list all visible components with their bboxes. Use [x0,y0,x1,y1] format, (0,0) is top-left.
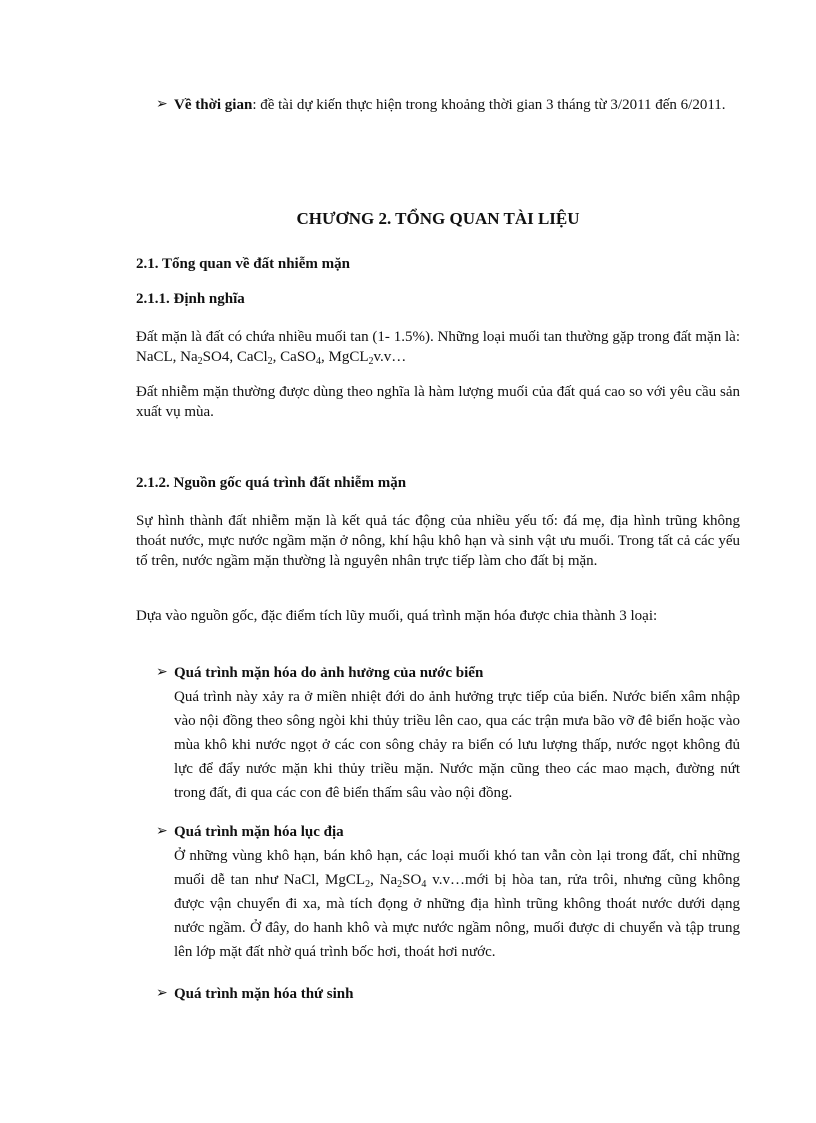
definition-paragraph-2: Đất nhiễm mặn thường được dùng theo nghĩa là hàm lượng muối của đất quá cao so với yêu cầu sản xuất vụ mùa. [136,384,740,420]
time-label: Về thời gian [174,97,253,113]
list-item [156,820,740,964]
bullet-text: Ở những vùng khô hạn, bán khô hạn, các loại muối khó tan vẫn còn lại trong đất, chỉ những muối dễ tan như NaCl, MgCL$_2$, $Na_2SO_4$ v.v…mới bị hòa tan, rửa trôi, nhưng cũng không được vận chuyển đi xa, mà tích đọng ở những địa hình trũng không thoát nước dưới dạng nước ngầm. Ở đây, do hanh khô và mực nước ngầm nông, muối được di chuyển và tập trung lên lớp mặt đất nhờ quá trình bốc hơi, thoát hơi nước. [174,848,741,960]
bullet-title: Quá trình mặn hóa thứ sinh [174,986,354,1002]
list-item [156,661,740,805]
section-heading-2-1: 2.1. Tổng quan về đất nhiễm mặn [136,256,350,272]
time-bullet [156,92,740,118]
origin-paragraph-2: Dựa vào nguồn gốc, đặc điểm tích lũy muối, quá trình mặn hóa được chia thành 3 loại: [136,608,658,624]
bullet-title: Quá trình mặn hóa do ảnh hưởng của nước biển [174,665,484,681]
origin-paragraph-1: Sự hình thành đất nhiễm mặn là kết quả tác động của nhiều yếu tố: đá mẹ, địa hình trũng không thoát nước, mực nước ngầm mặn ở nông, khí hậu khô hạn và sinh vật ưu muối. Trong tất cả các yếu tố trên, nước ngầm mặn thường là nguyên nhân trực tiếp làm cho đất bị mặn. [136,513,740,569]
section-heading-2-1-1: 2.1.1. Định nghĩa [136,291,245,307]
section-heading-2-1-2: 2.1.2. Nguồn gốc quá trình đất nhiễm mặn [136,475,407,491]
definition-paragraph-1: Đất mặn là đất có chứa nhiều muối tan (1- 1.5%). Những loại muối tan thường gặp trong đất mặn là: NaCL, $Na_2SO4$, CaCl$_2$, CaSO$_4$, MgCL$_2$v.v… [136,329,740,367]
bullet-arrow-icon: ➢ [156,824,168,839]
bullet-title: Quá trình mặn hóa lục địa [174,824,344,840]
time-text: : đề tài dự kiến thực hiện trong khoảng thời gian 3 tháng từ 3/2011 đến 6/2011. [252,97,726,113]
bullet-arrow-icon: ➢ [156,986,168,1001]
list-item [156,982,740,1006]
bullet-text: Quá trình này xảy ra ở miền nhiệt đới do ảnh hưởng trực tiếp của biển. Nước biển xâm nhập vào nội đồng theo sông ngòi khi thủy triều lên cao, qua các trận mưa bão vỡ đê biển hoặc vào mùa khô khi nước ngọt ở các con sông chảy ra biển có lưu lượng thấp, nước ngọt không đủ lực để đẩy nước mặn khi thủy triều mặn. Nước mặn cũng theo các mao mạch, đường nứt trong đất, đi qua các con đê biển thấm sâu vào nội đồng. [174,689,740,801]
time-bullet-text [174,92,740,118]
chapter-title: CHƯƠNG 2. TỔNG QUAN TÀI LIỆU [296,209,580,228]
bullet-arrow-icon: ➢ [156,665,168,680]
bullet-arrow-icon: ➢ [156,97,168,112]
